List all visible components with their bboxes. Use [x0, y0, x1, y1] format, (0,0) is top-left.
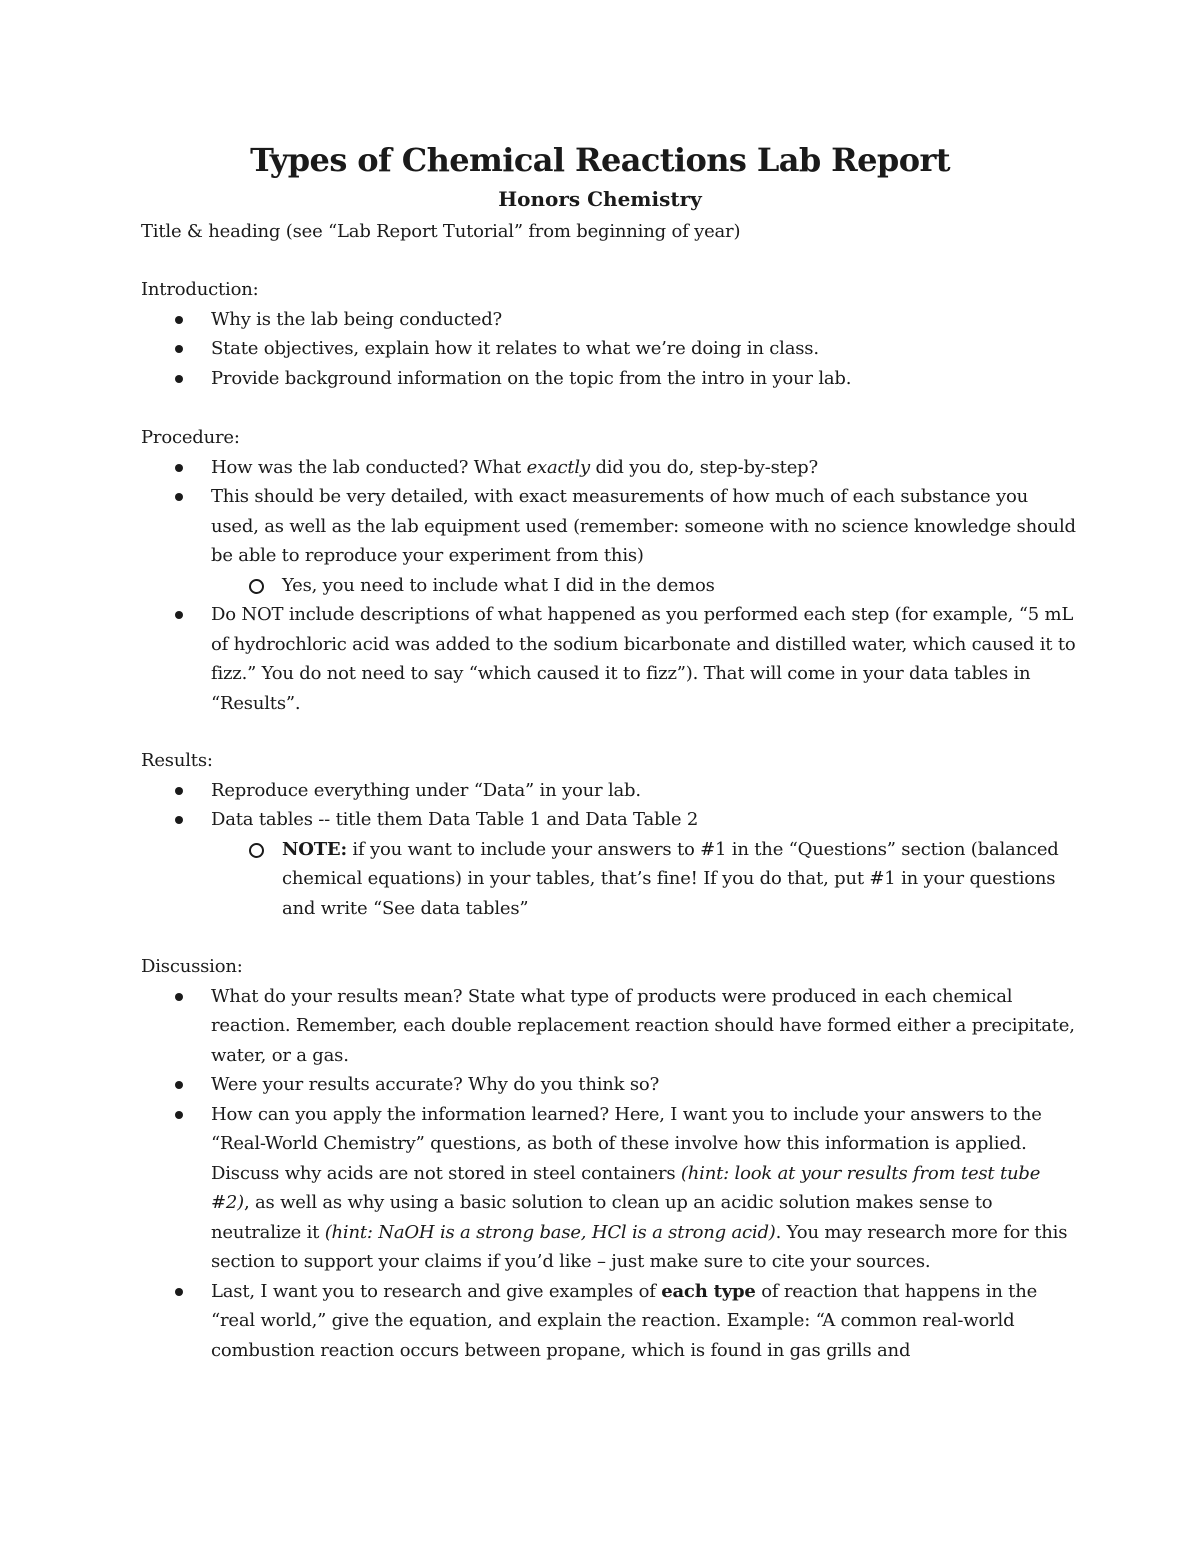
- bullet-icon: [175, 316, 183, 324]
- list-item-text: Why is the lab being conducted?: [211, 308, 502, 330]
- introduction-list: [141, 305, 1081, 394]
- list-item-text: Provide background information on the topic from the intro in your lab.: [211, 367, 852, 389]
- list-item: [141, 482, 1081, 571]
- note-label: NOTE:: [282, 838, 347, 860]
- list-item-text: This should be very detailed, with exact measurements of how much of each substance you used, as well as the lab equipment used (remember: someone with no science knowledge should be able to reproduce your experiment from this): [211, 486, 1076, 566]
- list-item: [141, 1100, 1081, 1277]
- sub-list-item-text: if you want to include your answers to #1 in the “Questions” section (balanced chemical equations) in your tables, that’s fine! If you do that, put #1 in your questions and write “See data tables”: [282, 838, 1059, 919]
- bullet-icon: [175, 1081, 183, 1089]
- discussion-section: [141, 952, 1081, 1365]
- list-item-text: of reaction that happens in the “real world,” give the equation, and explain the reaction. Example: “A common real-world combustion reaction occurs between propane, which is found in gas grills and: [211, 1280, 1038, 1361]
- bullet-icon: [175, 993, 183, 1001]
- list-item: [141, 776, 1081, 806]
- results-label: Results:: [141, 750, 213, 771]
- bullet-icon: [175, 1111, 183, 1119]
- document-title: Types of Chemical Reactions Lab Report: [250, 141, 950, 179]
- list-item: [141, 600, 1081, 718]
- results-list: [141, 776, 1081, 924]
- bullet-icon: [175, 345, 183, 353]
- bullet-icon: [175, 375, 183, 383]
- document-subtitle: Honors Chemistry: [498, 187, 702, 211]
- list-item: [141, 334, 1081, 364]
- list-item-text: , as well as why using a basic solution to clean up an acidic solution makes sense to neutralize it: [211, 1192, 993, 1243]
- list-item-text: Were your results accurate? Why do you think so?: [211, 1074, 660, 1095]
- sub-list-item: [141, 571, 1081, 601]
- bullet-icon: [175, 464, 183, 472]
- list-item: [141, 364, 1081, 394]
- list-item: [141, 305, 1081, 335]
- hint-text: (hint: NaOH is a strong base, HCl is a strong acid): [324, 1221, 776, 1243]
- results-section: [141, 746, 1081, 923]
- emphasis-text: exactly: [526, 456, 590, 478]
- list-item: [141, 1070, 1081, 1100]
- hollow-bullet-icon: [249, 579, 264, 594]
- list-item-text: . You may research more for this section to support your claims if you’d like – just make sure to cite your sources.: [211, 1221, 1068, 1272]
- list-item-text: State objectives, explain how it relates to what we’re doing in class.: [211, 338, 819, 359]
- heading-note: Title & heading (see “Lab Report Tutorial” from beginning of year): [141, 221, 741, 242]
- list-item-text: Last, I want you to research and give examples of: [211, 1280, 662, 1302]
- sub-list-item: [141, 835, 1081, 924]
- bullet-icon: [175, 816, 183, 824]
- introduction-label: Introduction:: [141, 279, 259, 300]
- list-item: [141, 805, 1081, 835]
- bullet-icon: [175, 787, 183, 795]
- bullet-icon: [175, 611, 183, 619]
- emphasis-text: each type: [661, 1280, 756, 1302]
- list-item-text: How can you apply the information learned? Here, I want you to include your answers to the “Real-World Chemistry” questions, as both of these involve how this information is applied. Discuss why acids are not stored in steel containers: [211, 1103, 1042, 1184]
- list-item: [141, 1277, 1081, 1366]
- list-item-text: Data tables -- title them Data Table 1 and Data Table 2: [211, 809, 699, 830]
- list-item: [141, 453, 1081, 483]
- list-item-text: Reproduce everything under “Data” in your lab.: [211, 779, 641, 801]
- sub-list-item-text: Yes, you need to include what I did in the demos: [282, 574, 715, 596]
- bullet-icon: [175, 493, 183, 501]
- procedure-label: Procedure:: [141, 427, 240, 448]
- bullet-icon: [175, 1288, 183, 1296]
- procedure-section: [141, 423, 1081, 718]
- list-item-text: did you do, step-by-step?: [589, 456, 818, 478]
- discussion-label: Discussion:: [141, 956, 243, 977]
- hint-text: (hint: look at your results from test tube #2): [211, 1162, 1041, 1213]
- procedure-list: [141, 453, 1081, 719]
- introduction-section: [141, 275, 1081, 393]
- list-item: [141, 982, 1081, 1071]
- hollow-bullet-icon: [249, 843, 264, 858]
- list-item-text: What do your results mean? State what type of products were produced in each chemical reaction. Remember, each double replacement reaction should have formed either a precipitate, water, or a gas.: [211, 985, 1075, 1066]
- discussion-list: [141, 982, 1081, 1366]
- list-item-text: How was the lab conducted? What: [211, 456, 527, 478]
- list-item-text: Do NOT include descriptions of what happened as you performed each step (for example, “5 mL of hydrochloric acid was added to the sodium bicarbonate and distilled water, which caused it to fizz.” You do not need to say “which caused it to fizz”). That will come in your data tables in “Results”.: [211, 604, 1076, 714]
